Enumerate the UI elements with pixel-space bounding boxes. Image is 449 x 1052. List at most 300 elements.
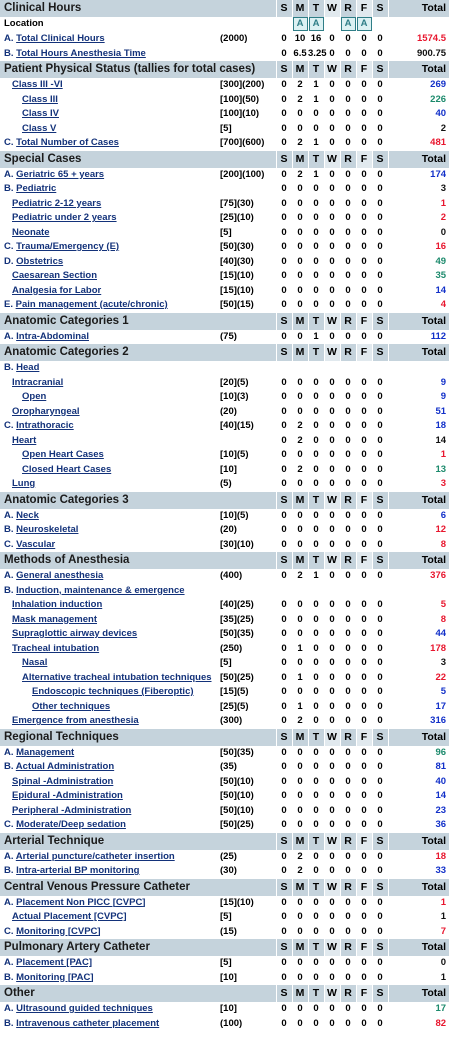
- day-value: 0: [281, 33, 287, 45]
- row-link[interactable]: Other techniques: [32, 700, 111, 712]
- day-value: 0: [345, 686, 351, 698]
- row-link[interactable]: Actual Placement [CVPC]: [12, 911, 127, 923]
- day-value: 0: [377, 1003, 383, 1015]
- day-value: 0: [281, 570, 287, 582]
- row-label: [0, 850, 220, 865]
- row-link[interactable]: Pediatric: [16, 183, 57, 195]
- row-link[interactable]: Vascular: [16, 538, 56, 550]
- day-value: 0: [281, 628, 287, 640]
- location-cell: [308, 17, 324, 32]
- day-header: F: [356, 0, 372, 17]
- row-link[interactable]: Geriatric 65 + years: [16, 168, 105, 180]
- day-value: [308, 584, 324, 599]
- day-value: 0: [329, 79, 335, 91]
- row-label: [0, 818, 220, 833]
- location-badge[interactable]: A: [341, 17, 356, 31]
- row-prefix: B.: [4, 362, 14, 374]
- day-value: 0: [297, 183, 303, 195]
- table-row: [0, 760, 449, 775]
- day-value: 2: [297, 137, 303, 149]
- row-link[interactable]: Alternative tracheal intubation techniques: [22, 671, 212, 683]
- day-header: T: [308, 344, 324, 361]
- row-link[interactable]: Neck: [16, 509, 39, 521]
- day-value: 0: [281, 255, 287, 267]
- day-header: W: [324, 939, 340, 956]
- day-header: S: [372, 833, 388, 850]
- day-header: M: [292, 151, 308, 168]
- row-requirement: [25](5): [220, 700, 249, 712]
- section-header: [0, 313, 449, 330]
- row-link[interactable]: Tracheal intubation: [12, 642, 100, 654]
- day-value: 0: [345, 819, 351, 831]
- day-value: 0: [345, 746, 351, 758]
- row-link[interactable]: Induction, maintenance & emergence: [16, 584, 185, 596]
- section-header: [0, 879, 449, 896]
- day-value: 1: [297, 642, 303, 654]
- row-label: [0, 569, 220, 584]
- row-requirement: [220, 47, 276, 62]
- row-link[interactable]: Lung: [12, 478, 36, 490]
- day-value: 0: [329, 212, 335, 224]
- row-link[interactable]: General anesthesia: [16, 570, 104, 582]
- day-value: 0: [329, 299, 335, 311]
- row-link[interactable]: Intra-Abdominal: [16, 330, 89, 342]
- row-link[interactable]: Head: [16, 362, 40, 374]
- day-header: S: [372, 729, 388, 746]
- row-requirement: [15](10): [220, 270, 254, 282]
- location-badge[interactable]: A: [357, 17, 372, 31]
- row-link[interactable]: Moderate/Deep sedation: [16, 819, 126, 831]
- row-prefix: B.: [4, 524, 14, 536]
- row-total: 4: [440, 299, 447, 311]
- day-value: 0: [377, 255, 383, 267]
- day-value: 0: [377, 790, 383, 802]
- day-value: 0: [361, 925, 367, 937]
- table-row: [0, 910, 449, 925]
- row-requirement: (30): [220, 865, 237, 877]
- day-value: 0: [361, 715, 367, 727]
- day-value: 0: [313, 509, 319, 521]
- table-row: [0, 569, 449, 584]
- day-value: 0: [345, 775, 351, 787]
- day-value: 0: [297, 376, 303, 388]
- row-requirement: [50](10): [220, 775, 254, 787]
- table-row: [0, 598, 449, 613]
- row-link[interactable]: Caesarean Section: [12, 270, 98, 282]
- day-header: F: [356, 151, 372, 168]
- day-header: S: [276, 0, 292, 17]
- row-link[interactable]: Monitoring [PAC]: [16, 971, 94, 983]
- row-link[interactable]: Actual Administration: [15, 761, 115, 773]
- row-link[interactable]: Monitoring [CVPC]: [16, 925, 101, 937]
- row-link[interactable]: Open: [22, 391, 47, 403]
- day-header: R: [340, 344, 356, 361]
- table-row: [0, 361, 449, 376]
- day-value: 0: [361, 642, 367, 654]
- row-link[interactable]: Intra-arterial BP monitoring: [16, 865, 140, 877]
- day-value: 0: [297, 911, 303, 923]
- day-header: R: [340, 985, 356, 1002]
- section-title: Special Cases: [0, 151, 276, 168]
- day-value: 0: [281, 657, 287, 669]
- day-header: R: [340, 879, 356, 896]
- location-label: Location: [4, 18, 44, 30]
- day-value: 0: [377, 538, 383, 550]
- day-header: S: [276, 985, 292, 1002]
- day-value: 0: [329, 761, 335, 773]
- day-value: 0: [329, 270, 335, 282]
- day-value: [308, 361, 324, 376]
- day-value: 0: [345, 804, 351, 816]
- day-value: 0: [297, 391, 303, 403]
- section-header: [0, 492, 449, 509]
- row-link[interactable]: Obstetrics: [16, 255, 64, 267]
- row-label: [0, 584, 220, 599]
- day-value: 0: [281, 405, 287, 417]
- day-value: 0: [313, 299, 319, 311]
- day-value: 0: [377, 420, 383, 432]
- row-label: [0, 93, 220, 108]
- row-label: [0, 700, 220, 715]
- day-value: 0: [345, 108, 351, 120]
- day-header: W: [324, 344, 340, 361]
- day-value: 0: [313, 804, 319, 816]
- row-link[interactable]: Neonate: [12, 226, 50, 238]
- day-value: 0: [297, 241, 303, 253]
- row-label: [0, 107, 220, 122]
- day-value: 0: [377, 79, 383, 91]
- row-total: 178: [430, 642, 447, 654]
- row-link[interactable]: Trauma/Emergency (E): [16, 241, 120, 253]
- row-link[interactable]: Pediatric under 2 years: [12, 212, 117, 224]
- table-row: [0, 136, 449, 151]
- section-title: Other: [0, 985, 276, 1002]
- day-value: 0: [377, 570, 383, 582]
- day-value: 0: [345, 628, 351, 640]
- row-requirement: [220, 182, 276, 197]
- day-value: 1: [313, 137, 319, 149]
- day-value: 0: [281, 122, 287, 134]
- day-value: 0: [313, 478, 319, 490]
- row-total: 9: [440, 391, 447, 403]
- row-prefix: A.: [4, 330, 14, 342]
- row-requirement: (300): [220, 715, 243, 727]
- location-badge[interactable]: A: [293, 17, 308, 31]
- row-label: [0, 656, 220, 671]
- table-row: [0, 93, 449, 108]
- row-prefix: A.: [4, 1003, 14, 1015]
- row-link[interactable]: Class V: [22, 122, 57, 134]
- day-header: F: [356, 985, 372, 1002]
- day-header: T: [308, 0, 324, 17]
- table-row: [0, 197, 449, 212]
- row-requirement: [220, 434, 276, 449]
- day-value: 0: [297, 775, 303, 787]
- total-header: Total: [388, 344, 449, 361]
- day-value: 0: [377, 270, 383, 282]
- day-header: S: [372, 552, 388, 569]
- day-value: 0: [377, 850, 383, 862]
- row-requirement: (25): [220, 850, 237, 862]
- day-header: W: [324, 61, 340, 78]
- row-link[interactable]: Placement Non PICC [CVPC]: [16, 896, 146, 908]
- day-value: 0: [281, 911, 287, 923]
- row-link[interactable]: Intravenous catheter placement: [16, 1017, 160, 1029]
- day-value: 0: [361, 183, 367, 195]
- day-value: 0: [377, 896, 383, 908]
- row-requirement: [220, 361, 276, 376]
- day-value: 0: [329, 804, 335, 816]
- day-value: 0: [313, 241, 319, 253]
- row-label: [0, 168, 220, 183]
- row-label: [0, 390, 220, 405]
- table-row: [0, 746, 449, 761]
- day-header: S: [276, 492, 292, 509]
- row-link[interactable]: Supraglottic airway devices: [12, 628, 138, 640]
- row-link[interactable]: Placement [PAC]: [16, 957, 92, 969]
- day-value: 0: [361, 538, 367, 550]
- row-requirement: (5): [220, 478, 232, 490]
- total-header: Total: [388, 313, 449, 330]
- row-label: [0, 284, 220, 299]
- row-prefix: A.: [4, 896, 14, 908]
- day-value: 0: [361, 376, 367, 388]
- day-value: 0: [361, 613, 367, 625]
- day-value: 0: [345, 122, 351, 134]
- row-link[interactable]: Mask management: [12, 613, 98, 625]
- row-requirement: [10]: [220, 1003, 237, 1015]
- location-badge[interactable]: A: [309, 17, 324, 31]
- day-value: [372, 361, 388, 376]
- row-link[interactable]: Total Clinical Hours: [16, 33, 105, 45]
- row-requirement: [50](35): [220, 746, 254, 758]
- row-total: [388, 584, 449, 599]
- row-requirement: [40](25): [220, 599, 254, 611]
- day-header: T: [308, 729, 324, 746]
- row-link[interactable]: Neuroskeletal: [16, 524, 79, 536]
- row-requirement: (35): [220, 761, 237, 773]
- day-value: 0: [329, 197, 335, 209]
- row-label: [0, 971, 220, 986]
- day-value: 0: [281, 971, 287, 983]
- row-link[interactable]: Ultrasound guided techniques: [16, 1003, 153, 1015]
- day-value: 0: [361, 971, 367, 983]
- table-row: [0, 330, 449, 345]
- day-header: T: [308, 939, 324, 956]
- day-header: W: [324, 151, 340, 168]
- day-value: [276, 584, 292, 599]
- day-value: 0: [313, 686, 319, 698]
- row-label: [0, 1017, 220, 1032]
- row-label: [0, 789, 220, 804]
- day-value: 0: [329, 865, 335, 877]
- row-link[interactable]: Arterial puncture/catheter insertion: [15, 850, 175, 862]
- row-total: 1: [440, 449, 447, 461]
- day-value: 0: [377, 671, 383, 683]
- day-value: [292, 361, 308, 376]
- row-link[interactable]: Management: [16, 746, 75, 758]
- day-header: M: [292, 833, 308, 850]
- day-value: 0: [313, 284, 319, 296]
- table-row: [0, 226, 449, 241]
- row-link[interactable]: Pediatric 2-12 years: [12, 197, 102, 209]
- day-value: 0: [313, 865, 319, 877]
- day-value: 0: [345, 391, 351, 403]
- day-value: 2: [297, 570, 303, 582]
- location-cell: [372, 17, 388, 32]
- row-link[interactable]: Analgesia for Labor: [12, 284, 102, 296]
- day-value: 0: [345, 657, 351, 669]
- day-header: R: [340, 151, 356, 168]
- row-label: [0, 47, 220, 62]
- table-row: [0, 477, 449, 492]
- day-value: 0: [377, 405, 383, 417]
- row-total: 5: [440, 686, 447, 698]
- day-value: 0: [329, 255, 335, 267]
- table-row: [0, 818, 449, 833]
- row-link[interactable]: Intrathoracic: [16, 420, 74, 432]
- total-header: Total: [388, 833, 449, 850]
- section-title: Clinical Hours: [0, 0, 276, 17]
- row-total: 82: [435, 1017, 447, 1029]
- section-header: [0, 833, 449, 850]
- day-value: [356, 361, 372, 376]
- day-value: 0: [297, 686, 303, 698]
- day-value: 0: [377, 330, 383, 342]
- day-value: 0: [377, 108, 383, 120]
- day-value: 0: [313, 212, 319, 224]
- location-total: [388, 17, 449, 32]
- row-link[interactable]: Pain management (acute/chronic): [15, 299, 168, 311]
- row-link[interactable]: Class III: [22, 93, 58, 105]
- row-prefix: B.: [4, 761, 14, 773]
- day-value: 0: [313, 761, 319, 773]
- day-value: 0: [281, 804, 287, 816]
- day-value: 0: [345, 509, 351, 521]
- row-link[interactable]: Spinal -Administration: [12, 775, 114, 787]
- day-value: 0: [329, 911, 335, 923]
- day-value: [340, 361, 356, 376]
- day-value: 0: [297, 538, 303, 550]
- day-header: T: [308, 552, 324, 569]
- row-requirement: [50](35): [220, 628, 254, 640]
- total-header: Total: [388, 151, 449, 168]
- row-link[interactable]: Heart: [12, 434, 37, 446]
- day-value: 0: [281, 270, 287, 282]
- day-value: 0: [377, 93, 383, 105]
- row-total: 6: [440, 509, 447, 521]
- day-value: 0: [281, 241, 287, 253]
- day-value: 0: [329, 376, 335, 388]
- day-value: 0: [345, 93, 351, 105]
- day-value: 0: [345, 79, 351, 91]
- day-header: F: [356, 552, 372, 569]
- row-total: 7: [440, 925, 447, 937]
- day-value: 0: [377, 137, 383, 149]
- row-link[interactable]: Nasal: [22, 657, 48, 669]
- day-header: T: [308, 61, 324, 78]
- day-value: 0: [329, 405, 335, 417]
- day-value: 0: [281, 299, 287, 311]
- day-value: 0: [281, 700, 287, 712]
- day-value: 0: [313, 376, 319, 388]
- day-value: 0: [345, 971, 351, 983]
- day-value: [324, 361, 340, 376]
- row-total: 8: [440, 538, 447, 550]
- row-label: [0, 434, 220, 449]
- day-value: 0: [313, 122, 319, 134]
- row-link[interactable]: Emergence from anesthesia: [12, 715, 139, 727]
- row-requirement: (15): [220, 925, 237, 937]
- day-value: 0: [361, 700, 367, 712]
- row-label: [0, 448, 220, 463]
- row-link[interactable]: Intracranial: [12, 376, 64, 388]
- day-header: M: [292, 939, 308, 956]
- day-value: [372, 584, 388, 599]
- row-link[interactable]: Total Number of Cases: [16, 137, 119, 149]
- day-value: 0: [297, 628, 303, 640]
- day-value: 0: [329, 449, 335, 461]
- day-value: 0: [345, 478, 351, 490]
- day-value: 0: [345, 241, 351, 253]
- row-label: [0, 376, 220, 391]
- day-header: W: [324, 552, 340, 569]
- row-link[interactable]: Oropharyngeal: [12, 405, 80, 417]
- day-value: 0: [377, 183, 383, 195]
- table-row: [0, 971, 449, 986]
- row-requirement: [220, 584, 276, 599]
- day-value: 0: [281, 509, 287, 521]
- day-value: 0: [329, 1017, 335, 1029]
- day-value: 10: [294, 33, 306, 45]
- day-value: 0: [329, 715, 335, 727]
- day-value: 0: [313, 642, 319, 654]
- row-total: 3: [440, 657, 447, 669]
- row-requirement: [20](5): [220, 376, 249, 388]
- day-value: 0: [329, 33, 335, 45]
- row-prefix: A.: [4, 509, 14, 521]
- day-value: 0: [345, 299, 351, 311]
- row-link[interactable]: Open Heart Cases: [22, 449, 104, 461]
- table-row: [0, 700, 449, 715]
- row-link[interactable]: Class III -VI: [12, 79, 63, 91]
- row-total: 23: [435, 804, 447, 816]
- day-value: 0: [345, 197, 351, 209]
- day-header: S: [372, 61, 388, 78]
- table-row: [0, 269, 449, 284]
- row-link[interactable]: Total Hours Anesthesia Time: [16, 47, 146, 59]
- row-link[interactable]: Epidural -Administration: [12, 790, 123, 802]
- row-link[interactable]: Closed Heart Cases: [22, 463, 112, 475]
- row-label: [0, 136, 220, 151]
- row-link[interactable]: Class IV: [22, 108, 59, 120]
- row-label: [0, 419, 220, 434]
- row-total: 49: [435, 255, 447, 267]
- row-requirement: [50](25): [220, 671, 254, 683]
- day-value: 0: [281, 183, 287, 195]
- day-value: 0: [329, 1003, 335, 1015]
- row-link[interactable]: Endoscopic techniques (Fiberoptic): [32, 686, 194, 698]
- day-value: 0: [345, 226, 351, 238]
- row-prefix: C.: [4, 819, 14, 831]
- row-label: [0, 240, 220, 255]
- row-label: [0, 330, 220, 345]
- row-total: 1: [440, 197, 447, 209]
- row-link[interactable]: Peripheral -Administration: [12, 804, 132, 816]
- day-header: S: [276, 313, 292, 330]
- row-link[interactable]: Inhalation induction: [12, 599, 103, 611]
- day-value: 2: [297, 93, 303, 105]
